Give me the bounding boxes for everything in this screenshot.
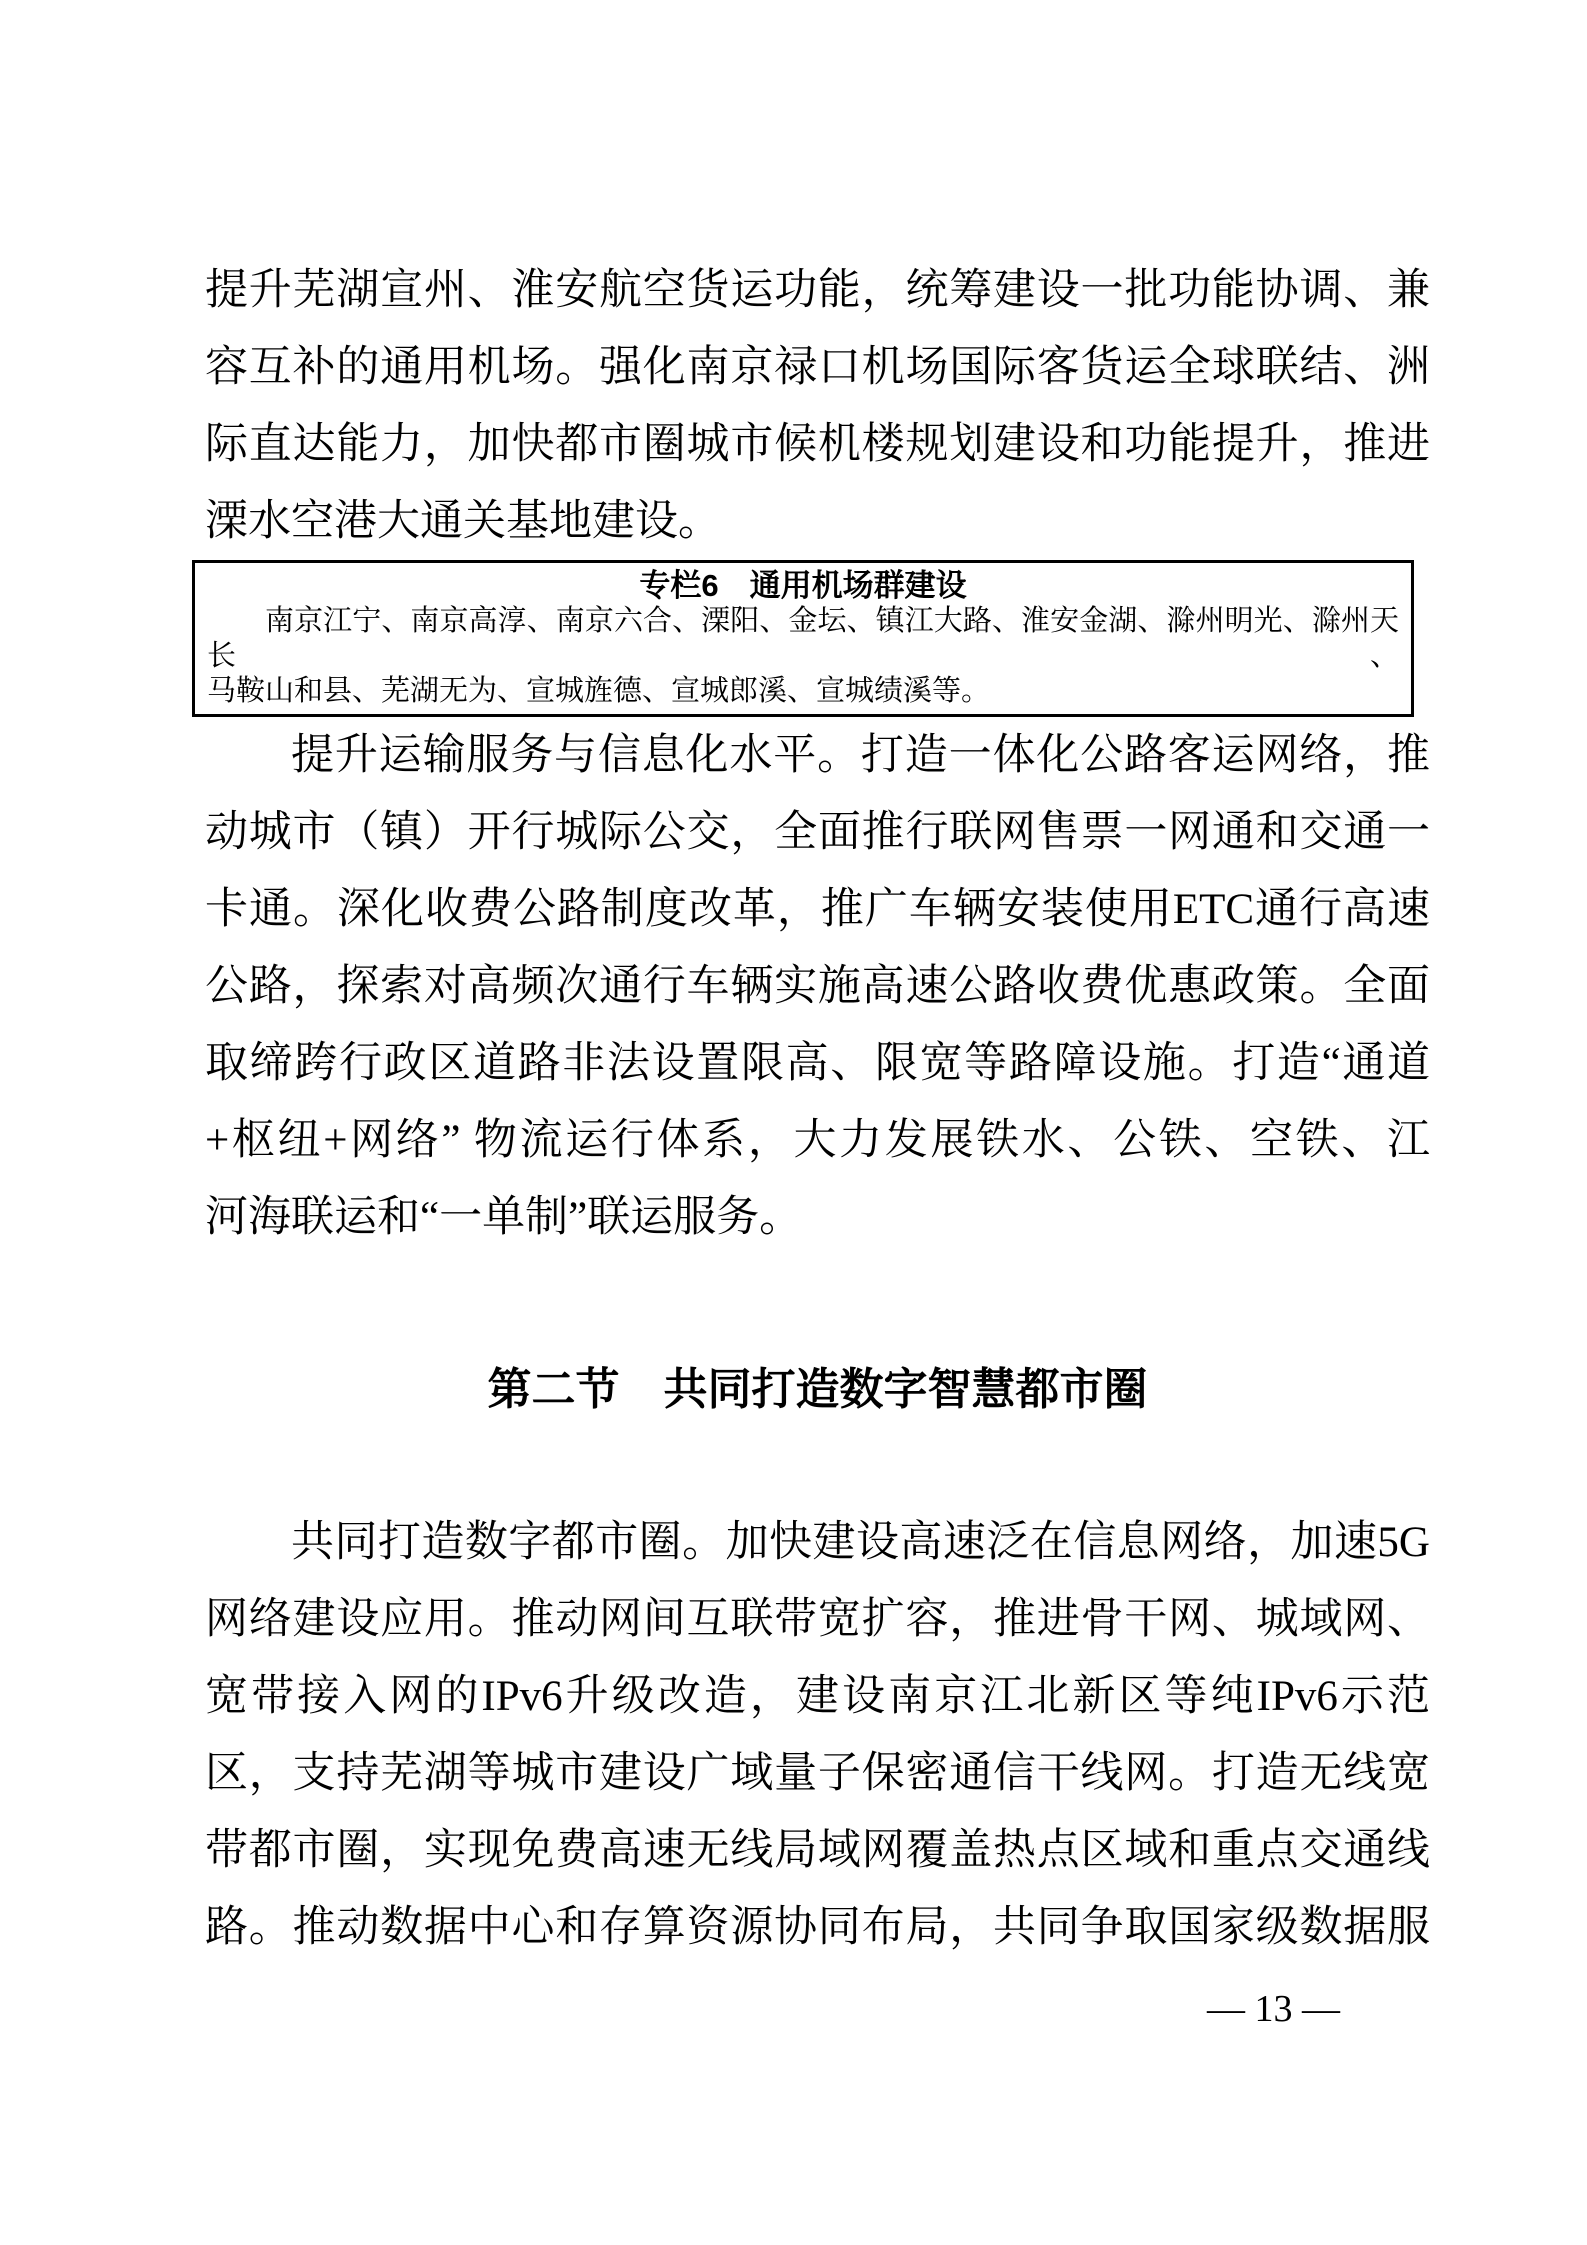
body-line: 溧水空港大通关基地建设。 bbox=[205, 498, 721, 545]
body-line: 际直达能力，加快都市圈城市候机楼规划建设和功能提升，推进 bbox=[205, 421, 1430, 468]
page-content bbox=[205, 252, 1430, 1966]
body-line: 共同打造数字都市圈。加快建设高速泛在信息网络，加速5G bbox=[291, 1519, 1430, 1566]
body-line: 提升芜湖宣州、淮安航空货运功能，统筹建设一批功能协调、兼 bbox=[205, 267, 1430, 314]
body-line: 网络建设应用。推动网间互联带宽扩容，推进骨干网、城域网、 bbox=[205, 1596, 1430, 1643]
body-line: 路。推动数据中心和存算资源协同布局，共同争取国家级数据服 bbox=[205, 1904, 1430, 1951]
body-line: 提升运输服务与信息化水平。打造一体化公路客运网络，推 bbox=[291, 732, 1430, 779]
body-line: 河海联运和“一单制”联运服务。 bbox=[205, 1194, 803, 1241]
body-line: 区，支持芜湖等城市建设广域量子保密通信干线网。打造无线宽 bbox=[205, 1750, 1430, 1797]
body-line: +枢纽+网络” 物流运行体系，大力发展铁水、公铁、空铁、江 bbox=[205, 1117, 1430, 1164]
feature-box-line: 马鞍山和县、芜湖无为、宣城旌德、宣城郎溪、宣城绩溪等。 bbox=[207, 675, 991, 707]
body-line: 动城市（镇）开行城际公交，全面推行联网售票一网通和交通一 bbox=[205, 809, 1430, 856]
body-line: 公路，探索对高频次通行车辆实施高速公路收费优惠政策。全面 bbox=[205, 963, 1430, 1010]
body-line: 取缔跨行政区道路非法设置限高、限宽等路障设施。打造“通道 bbox=[205, 1040, 1430, 1087]
paragraph-digital bbox=[205, 1504, 1430, 1966]
body-line: 带都市圈，实现免费高速无线局域网覆盖热点区域和重点交通线 bbox=[205, 1827, 1430, 1874]
feature-box-title: 专栏6 通用机场群建设 bbox=[639, 568, 967, 603]
body-line: 宽带接入网的IPv6升级改造，建设南京江北新区等纯IPv6示范 bbox=[205, 1673, 1430, 1720]
feature-box-line: 南京江宁、南京高淳、南京六合、溧阳、金坛、镇江大路、淮安金湖、滁州明光、滁州天长、 bbox=[207, 605, 1399, 672]
page-number: — 13 — bbox=[1207, 1988, 1340, 2030]
feature-box-column6 bbox=[192, 560, 1414, 717]
body-line: 容互补的通用机场。强化南京禄口机场国际客货运全球联结、洲 bbox=[205, 344, 1430, 391]
body-line: 卡通。深化收费公路制度改革，推广车辆安装使用ETC通行高速 bbox=[205, 886, 1430, 933]
section-heading: 第二节 共同打造数字智慧都市圈 bbox=[487, 1365, 1148, 1414]
paragraph-transport-service bbox=[205, 717, 1430, 1256]
paragraph-airport bbox=[205, 252, 1430, 560]
